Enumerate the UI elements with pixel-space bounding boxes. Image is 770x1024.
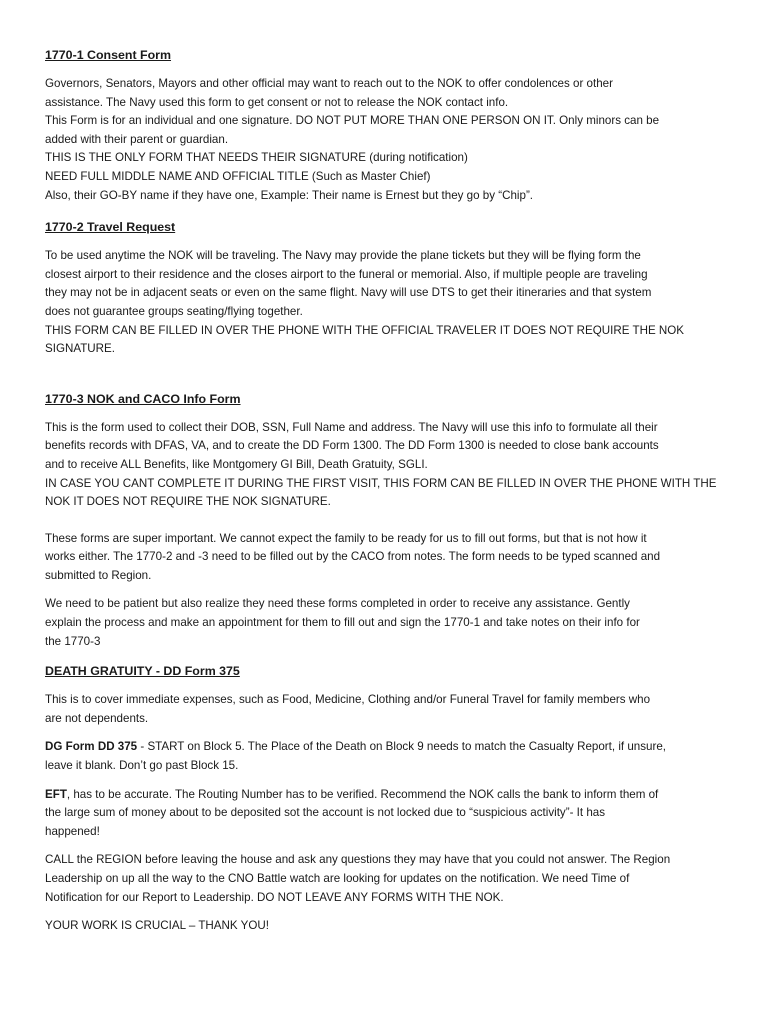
body-line: leave it blank. Don’t go past Block 15. bbox=[45, 759, 239, 773]
paragraph-cover-expenses bbox=[45, 691, 730, 728]
body-line: assistance. The Navy used this form to get consent or not to release the NOK contact info. bbox=[45, 95, 509, 109]
body-line: does not guarantee groups seating/flying together. bbox=[45, 304, 303, 318]
body-line: they may not be in adjacent seats or even on the same flight. Navy will use DTS to get their itineraries and that system bbox=[45, 286, 652, 300]
section-body-1770-1 bbox=[45, 75, 730, 205]
body-line: To be used anytime the NOK will be traveling. The Navy may provide the plane tickets but they will be flying form the bbox=[45, 249, 641, 263]
body-line: the large sum of money about to be deposited sot the account is not locked due to “suspicious activity”- It has bbox=[45, 806, 606, 820]
body-line: Notification for our Report to Leadership. DO NOT LEAVE ANY FORMS WITH THE NOK. bbox=[45, 890, 504, 904]
closing-line bbox=[45, 917, 730, 936]
body-line: This is to cover immediate expenses, such as Food, Medicine, Clothing and/or Funeral Travel for family members who bbox=[45, 693, 651, 707]
section-heading-1770-2: 1770-2 Travel Request bbox=[45, 220, 176, 235]
paragraph-eft bbox=[45, 786, 730, 842]
document-page bbox=[45, 46, 730, 936]
body-line: THIS IS THE ONLY FORM THAT NEEDS THEIR SIGNATURE (during notification) bbox=[45, 151, 468, 165]
paragraph-call-region bbox=[45, 851, 730, 907]
body-line: Governors, Senators, Mayors and other official may want to reach out to the NOK to offer condolences or other bbox=[45, 77, 613, 90]
body-line: Also, their GO-BY name if they have one, Example: Their name is Ernest but they go by “Chip”. bbox=[45, 188, 534, 202]
body-line: are not dependents. bbox=[45, 711, 149, 725]
body-line: This Form is for an individual and one signature. DO NOT PUT MORE THAN ONE PERSON ON IT. Only minors can be bbox=[45, 114, 660, 128]
paragraph-be-patient bbox=[45, 595, 730, 651]
body-line bbox=[45, 786, 730, 805]
section-heading-1770-3: 1770-3 NOK and CACO Info Form bbox=[45, 391, 241, 406]
body-line: We need to be patient but also realize they need these forms completed in order to receive any assistance. Gently bbox=[45, 597, 630, 611]
section-heading-1770-1: 1770-1 Consent Form bbox=[45, 48, 172, 62]
body-line: and to receive ALL Benefits, like Montgomery GI Bill, Death Gratuity, SGLI. bbox=[45, 457, 428, 471]
body-line: happened! bbox=[45, 824, 100, 838]
body-line: This is the form used to collect their DOB, SSN, Full Name and address. The Navy will use this info to formulate all their bbox=[45, 420, 658, 434]
body-line: These forms are super important. We cannot expect the family to be ready for us to fill out forms, but that is not how it bbox=[45, 531, 647, 545]
paragraph-forms-important bbox=[45, 530, 730, 586]
body-line: CALL the REGION before leaving the house and ask any questions they may have that you could not answer. The Region bbox=[45, 853, 671, 867]
eft-label: EFT bbox=[45, 787, 67, 801]
section-body-1770-2 bbox=[45, 247, 730, 359]
body-line: submitted to Region. bbox=[45, 568, 152, 582]
body-line: NOK IT DOES NOT REQUIRE THE NOK SIGNATURE. bbox=[45, 495, 331, 509]
body-line: explain the process and make an appointment for them to fill out and sign the 1770-1 and take notes on their info for bbox=[45, 616, 640, 630]
body-line: NEED FULL MIDDLE NAME AND OFFICIAL TITLE (Such as Master Chief) bbox=[45, 169, 431, 183]
body-line: SIGNATURE. bbox=[45, 342, 115, 356]
body-line: works either. The 1770-2 and -3 need to be filled out by the CACO from notes. The form needs to be typed scanned and bbox=[45, 550, 661, 564]
dg-form-text: - START on Block 5. The Place of the Death on Block 9 needs to match the Casualty Report, if unsure, bbox=[137, 740, 667, 754]
body-line: Leadership on up all the way to the CNO Battle watch are looking for updates on the notification. We need Time of bbox=[45, 872, 630, 885]
body-line: benefits records with DFAS, VA, and to create the DD Form 1300. The DD Form 1300 is needed to close bank accounts bbox=[45, 439, 659, 453]
body-line: closest airport to their residence and the closes airport to the funeral or memorial. Also, if multiple people are traveling bbox=[45, 267, 648, 281]
section-heading-death-gratuity: DEATH GRATUITY - DD Form 375 bbox=[45, 664, 240, 679]
paragraph-dg-form bbox=[45, 738, 730, 775]
dg-form-label: DG Form DD 375 bbox=[45, 740, 138, 754]
section-body-1770-3 bbox=[45, 419, 730, 512]
body-line: the 1770-3 bbox=[45, 634, 101, 648]
body-line: IN CASE YOU CANT COMPLETE IT DURING THE FIRST VISIT, THIS FORM CAN BE FILLED IN OVER THE PHONE WITH THE bbox=[45, 476, 717, 490]
body-line: THIS FORM CAN BE FILLED IN OVER THE PHONE WITH THE OFFICIAL TRAVELER IT DOES NOT REQUIRE THE NOK bbox=[45, 323, 685, 337]
eft-text: , has to be accurate. The Routing Number has to be verified. Recommend the NOK calls the bank to inform them of bbox=[66, 787, 659, 801]
closing-text: YOUR WORK IS CRUCIAL – THANK YOU! bbox=[45, 919, 269, 933]
body-line bbox=[45, 738, 730, 757]
body-line: added with their parent or guardian. bbox=[45, 132, 229, 146]
